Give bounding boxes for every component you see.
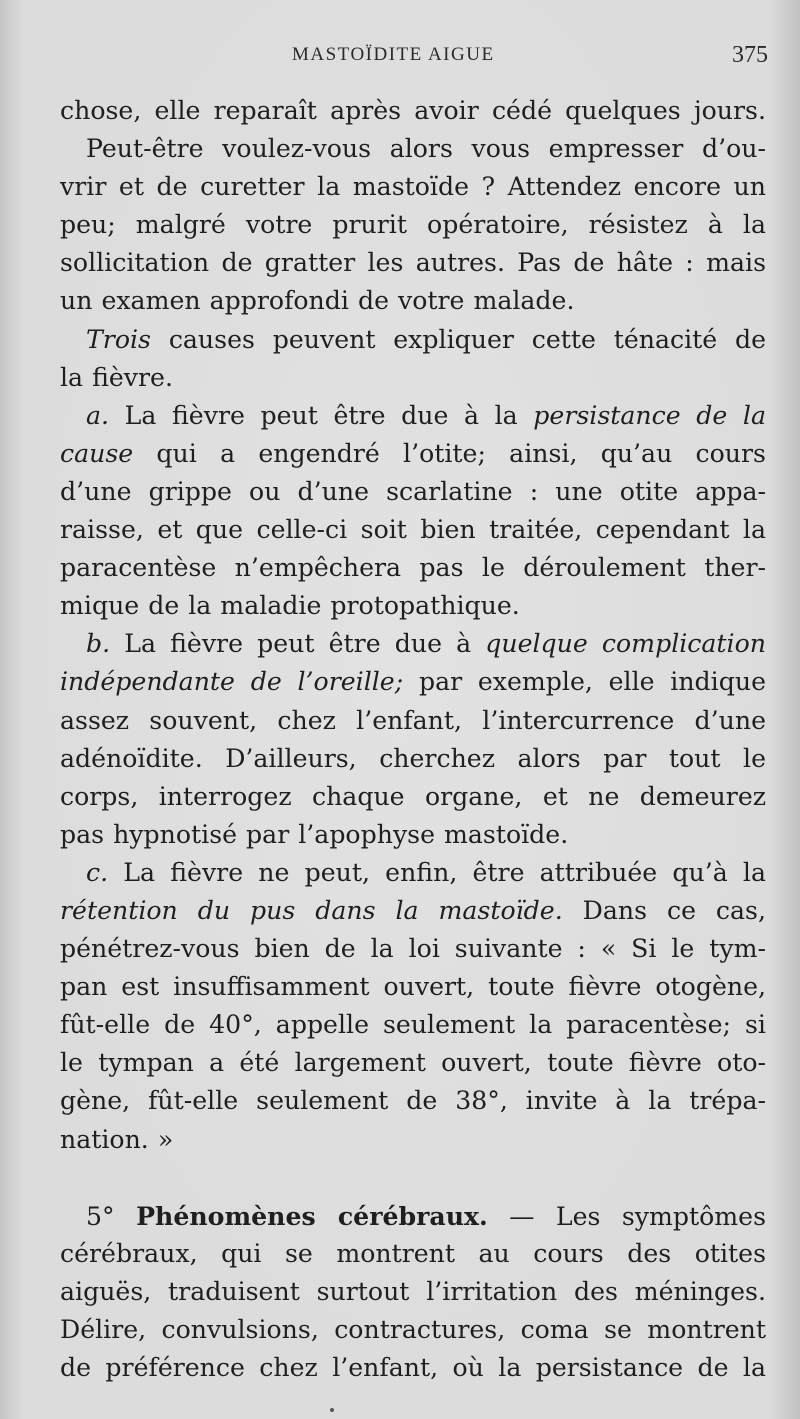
text-segment: vrir et de curetter la mastoïde ? Attendez encore un — [60, 172, 766, 202]
text-line — [60, 1349, 766, 1387]
text-segment: de préférence chez l’enfant, où la persistance de la — [60, 1353, 766, 1382]
text-segment: aiguës, traduisent surtout l’irritation des méninges. — [60, 1276, 766, 1306]
text-line — [60, 244, 766, 282]
text-line — [60, 130, 766, 168]
text-segment: nation. » — [60, 1124, 174, 1154]
text-segment: qui a engendré l’otite; ainsi, qu’au cours — [133, 438, 766, 468]
text-segment: 5° — [86, 1201, 137, 1231]
text-line — [60, 702, 766, 740]
text-line — [60, 1044, 766, 1082]
text-line — [60, 92, 766, 130]
italic-text: rétention du pus dans la mastoïde. — [60, 895, 563, 925]
text-segment: cérébraux, qui se montrent au cours des otites — [60, 1238, 766, 1268]
text-line — [60, 321, 766, 359]
text-line — [60, 587, 766, 625]
text-segment: raisse, et que celle-ci soit bien traitée, cependant la — [60, 515, 766, 545]
text-segment: un examen approfondi de votre malade. — [60, 286, 575, 316]
text-line — [60, 663, 766, 701]
text-segment: fût-elle de 40°, appelle seulement la paracentèse; si — [60, 1010, 766, 1040]
text-line — [60, 854, 766, 892]
text-line — [60, 397, 766, 435]
italic-text: Trois — [86, 324, 151, 354]
text-line — [60, 359, 766, 397]
text-segment: sollicitation de gratter les autres. Pas de hâte : mais — [60, 248, 766, 278]
italic-text: b. — [86, 629, 111, 659]
text-segment: — Les symptômes — [487, 1201, 766, 1231]
italic-text: cause — [60, 438, 134, 468]
text-line — [60, 1311, 766, 1349]
text-line — [60, 740, 766, 778]
text-line — [60, 1235, 766, 1273]
text-line — [60, 435, 766, 473]
text-segment: La fièvre ne peut, enfin, être attribuée qu’à la — [108, 857, 766, 887]
text-line — [60, 968, 766, 1006]
text-segment: mique de la maladie protopathique. — [60, 591, 520, 621]
text-line — [60, 1197, 766, 1235]
text-segment: paracentèse n’empêchera pas le déroulement ther- — [60, 553, 766, 583]
text-segment: Délire, convulsions, contractures, coma se montrent — [60, 1314, 766, 1344]
text-line — [60, 473, 766, 511]
italic-text: indépendante de l’oreille; — [60, 667, 404, 697]
text-line — [60, 816, 766, 854]
text-line — [60, 1082, 766, 1120]
text-segment: adénoïdite. D’ailleurs, cherchez alors par tout le — [60, 743, 766, 773]
text-segment: d’une grippe ou d’une scarlatine : une otite appa- — [60, 476, 766, 506]
italic-text: c. — [86, 857, 109, 887]
text-segment: le tympan a été largement ouvert, toute fièvre oto- — [60, 1048, 766, 1078]
text-segment: la fièvre. — [60, 362, 173, 392]
running-head-title: MASTOÏDITE AIGUE — [292, 44, 495, 65]
italic-text: quelque complication — [485, 629, 766, 659]
text-line — [60, 168, 766, 206]
text-segment: peu; malgré votre prurit opératoire, résistez à la — [60, 210, 766, 240]
text-segment: La fièvre peut être due à — [110, 629, 486, 659]
text-line — [60, 892, 766, 930]
text-segment: pan est insuffisamment ouvert, toute fièvre otogène, — [60, 972, 766, 1002]
text-line — [60, 282, 766, 320]
text-segment: chose, elle reparaît après avoir cédé quelques jours. — [60, 96, 766, 125]
body-text — [60, 92, 766, 1387]
page-number: 375 — [732, 42, 768, 68]
text-line — [60, 1006, 766, 1044]
text-line — [60, 1121, 766, 1159]
text-segment: corps, interrogez chaque organe, et ne demeurez — [60, 781, 766, 811]
text-line — [60, 206, 766, 244]
text-line — [60, 778, 766, 816]
text-segment: causes peuvent expliquer cette ténacité de — [151, 324, 766, 354]
text-segment: pas hypnotisé par l’apophyse mastoïde. — [60, 819, 569, 849]
text-segment: par exemple, elle indique — [403, 667, 766, 697]
italic-text: persistance de la — [533, 400, 766, 430]
ink-speck — [330, 1408, 334, 1412]
text-segment: Peut-être voulez-vous alors vous empresser d’ou- — [86, 134, 766, 164]
text-segment: gène, fût-elle seulement de 38°, invite à la trépa- — [60, 1086, 766, 1116]
text-line — [60, 511, 766, 549]
text-line — [60, 1273, 766, 1311]
text-line — [60, 549, 766, 587]
text-segment: assez souvent, chez l’enfant, l’intercurrence d’une — [60, 705, 766, 735]
section-gap — [60, 1159, 766, 1197]
text-line — [60, 930, 766, 968]
text-segment: Dans ce cas, — [562, 895, 766, 925]
bold-heading-text: Phénomènes cérébraux. — [136, 1200, 488, 1231]
text-segment: La fièvre peut être due à la — [109, 400, 534, 430]
running-head — [60, 44, 768, 74]
italic-text: a. — [86, 400, 110, 430]
text-segment: pénétrez-vous bien de la loi suivante : « Si le tym- — [60, 934, 766, 964]
text-line — [60, 625, 766, 663]
